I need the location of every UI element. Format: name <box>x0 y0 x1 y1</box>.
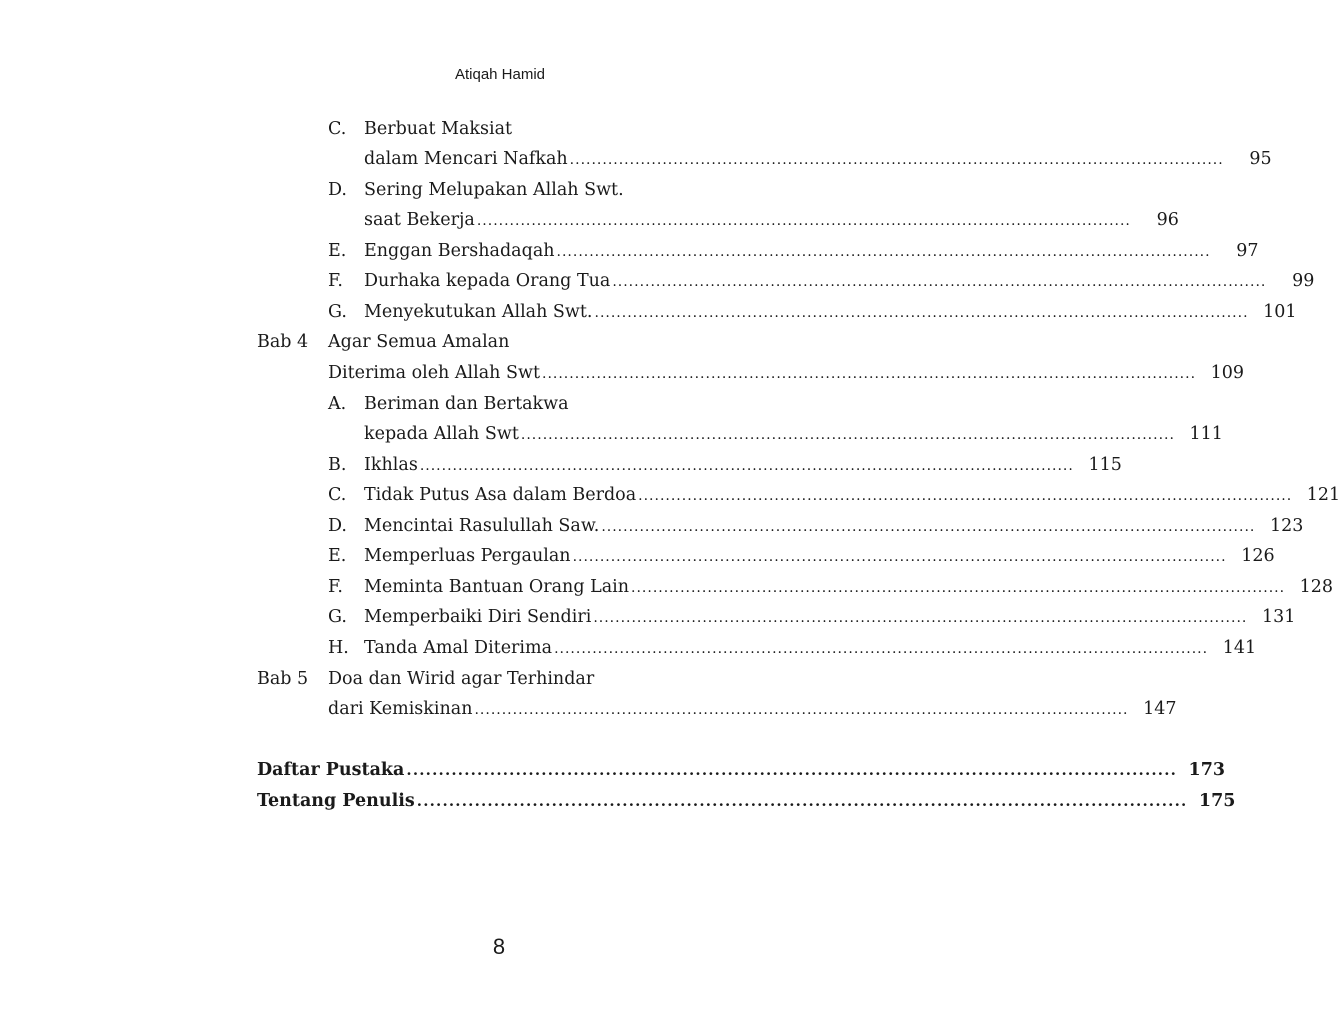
chapter-title: Diterima oleh Allah Swt <box>328 363 540 383</box>
toc-entry-title: Enggan Bershadaqah <box>364 241 555 261</box>
toc-entry-title: kepada Allah Swt <box>364 424 519 444</box>
toc-letter: E. <box>328 241 347 261</box>
toc-entry[interactable] <box>364 541 1275 571</box>
toc-entry-title: Mencintai Rasulullah Saw. <box>364 516 600 536</box>
toc-page-number: 128 <box>1299 577 1334 597</box>
toc-entry-title: Durhaka kepada Orang Tua <box>364 271 611 291</box>
toc-entry[interactable] <box>364 236 1259 266</box>
toc-entry[interactable] <box>364 144 1272 174</box>
dot-leader: ........................................................................................................................ <box>612 274 1267 290</box>
toc-entry-title: Memperbaiki Diri Sendiri <box>364 607 592 627</box>
running-head-author: Atiqah Hamid <box>454 66 546 83</box>
toc-letter: F. <box>328 271 343 291</box>
toc-letter: F. <box>328 577 343 597</box>
toc-page-number: 97 <box>1236 241 1259 261</box>
toc-chapter-entry[interactable] <box>328 694 1177 724</box>
toc-entry[interactable] <box>364 511 1304 541</box>
toc-page-number: 123 <box>1269 516 1304 536</box>
dot-leader: ........................................................................................................................ <box>569 152 1224 168</box>
toc-page-number: 99 <box>1292 271 1315 291</box>
toc-letter: A. <box>328 394 347 414</box>
toc-page-number: 111 <box>1189 424 1223 444</box>
toc-page-number: 109 <box>1210 363 1245 383</box>
toc-entry[interactable] <box>364 602 1296 632</box>
toc-entry[interactable] <box>364 450 1122 480</box>
toc-entry[interactable] <box>364 480 1340 510</box>
toc-entry[interactable] <box>364 297 1297 327</box>
toc-letter: D. <box>328 180 347 200</box>
toc-entry[interactable] <box>364 266 1315 296</box>
toc-page-number: 173 <box>1188 760 1226 780</box>
dot-leader: ........................................................................................................................ <box>474 702 1129 718</box>
toc-page-number: 96 <box>1156 210 1179 230</box>
toc-entry-title: Meminta Bantuan Orang Lain <box>364 577 630 597</box>
toc-page-number: 126 <box>1241 546 1275 566</box>
toc-entry-line: Beriman dan Bertakwa <box>364 394 569 414</box>
toc-page-number: 101 <box>1263 302 1297 322</box>
toc-letter: G. <box>328 607 347 627</box>
chapter-label: Bab 5 <box>257 669 309 689</box>
toc-page-number: 121 <box>1306 485 1340 505</box>
dot-leader: ........................................................................................................................ <box>601 519 1256 535</box>
toc-chapter-entry[interactable] <box>328 358 1245 388</box>
toc-entry-title: saat Bekerja <box>364 210 475 230</box>
page-number: 8 <box>492 934 506 959</box>
toc-entry-line: Sering Melupakan Allah Swt. <box>364 180 624 200</box>
toc-entry-line: Berbuat Maksiat <box>364 119 513 139</box>
dot-leader: ........................................................................................................................ <box>593 610 1248 626</box>
toc-letter: B. <box>328 455 347 475</box>
toc-page-number: 115 <box>1088 455 1122 475</box>
toc-letter: H. <box>328 638 349 658</box>
dot-leader: ........................................................................................................................ <box>556 244 1211 260</box>
toc-page-number: 147 <box>1143 699 1177 719</box>
toc-letter: G. <box>328 302 347 322</box>
dot-leader: ........................................................................................................................ <box>416 792 1188 810</box>
toc-letter: E. <box>328 546 347 566</box>
dot-leader: ........................................................................................................................ <box>638 488 1293 504</box>
toc-letter: D. <box>328 516 347 536</box>
chapter-title: dari Kemiskinan <box>328 699 473 719</box>
toc-entry[interactable] <box>364 633 1257 663</box>
chapter-title-line: Agar Semua Amalan <box>328 332 510 352</box>
toc-letter: C. <box>328 485 347 505</box>
toc-page-number: 95 <box>1249 149 1272 169</box>
chapter-label: Bab 4 <box>257 332 309 352</box>
toc-entry[interactable] <box>364 572 1334 602</box>
back-matter-title: Daftar Pustaka <box>257 760 405 780</box>
toc-bibliography-entry[interactable] <box>257 755 1226 785</box>
dot-leader: ........................................................................................................................ <box>572 549 1227 565</box>
back-matter-title: Tentang Penulis <box>257 791 415 811</box>
dot-leader: ........................................................................................................................ <box>594 305 1249 321</box>
dot-leader: ........................................................................................................................ <box>631 580 1286 596</box>
toc-entry-title: Memperluas Pergaulan <box>364 546 571 566</box>
toc-entry-title: dalam Mencari Nafkah <box>364 149 568 169</box>
toc-entry-title: Ikhlas <box>364 455 418 475</box>
toc-letter: C. <box>328 119 347 139</box>
dot-leader: ........................................................................................................................ <box>554 641 1209 657</box>
toc-page-number: 175 <box>1198 791 1236 811</box>
toc-entry-title: Menyekutukan Allah Swt. <box>364 302 593 322</box>
toc-about-author-entry[interactable] <box>257 786 1236 816</box>
toc-page-number: 141 <box>1222 638 1257 658</box>
dot-leader: ........................................................................................................................ <box>406 761 1178 779</box>
dot-leader: ........................................................................................................................ <box>419 458 1074 474</box>
toc-entry-title: Tanda Amal Diterima <box>364 638 553 658</box>
dot-leader: ........................................................................................................................ <box>542 366 1197 382</box>
toc-entry[interactable] <box>364 419 1223 449</box>
dot-leader: ........................................................................................................................ <box>476 213 1131 229</box>
dot-leader: ........................................................................................................................ <box>520 427 1175 443</box>
toc-entry-title: Tidak Putus Asa dalam Berdoa <box>364 485 637 505</box>
toc-page-number: 131 <box>1261 607 1296 627</box>
chapter-title-line: Doa dan Wirid agar Terhindar <box>328 669 595 689</box>
toc-entry[interactable] <box>364 205 1179 235</box>
